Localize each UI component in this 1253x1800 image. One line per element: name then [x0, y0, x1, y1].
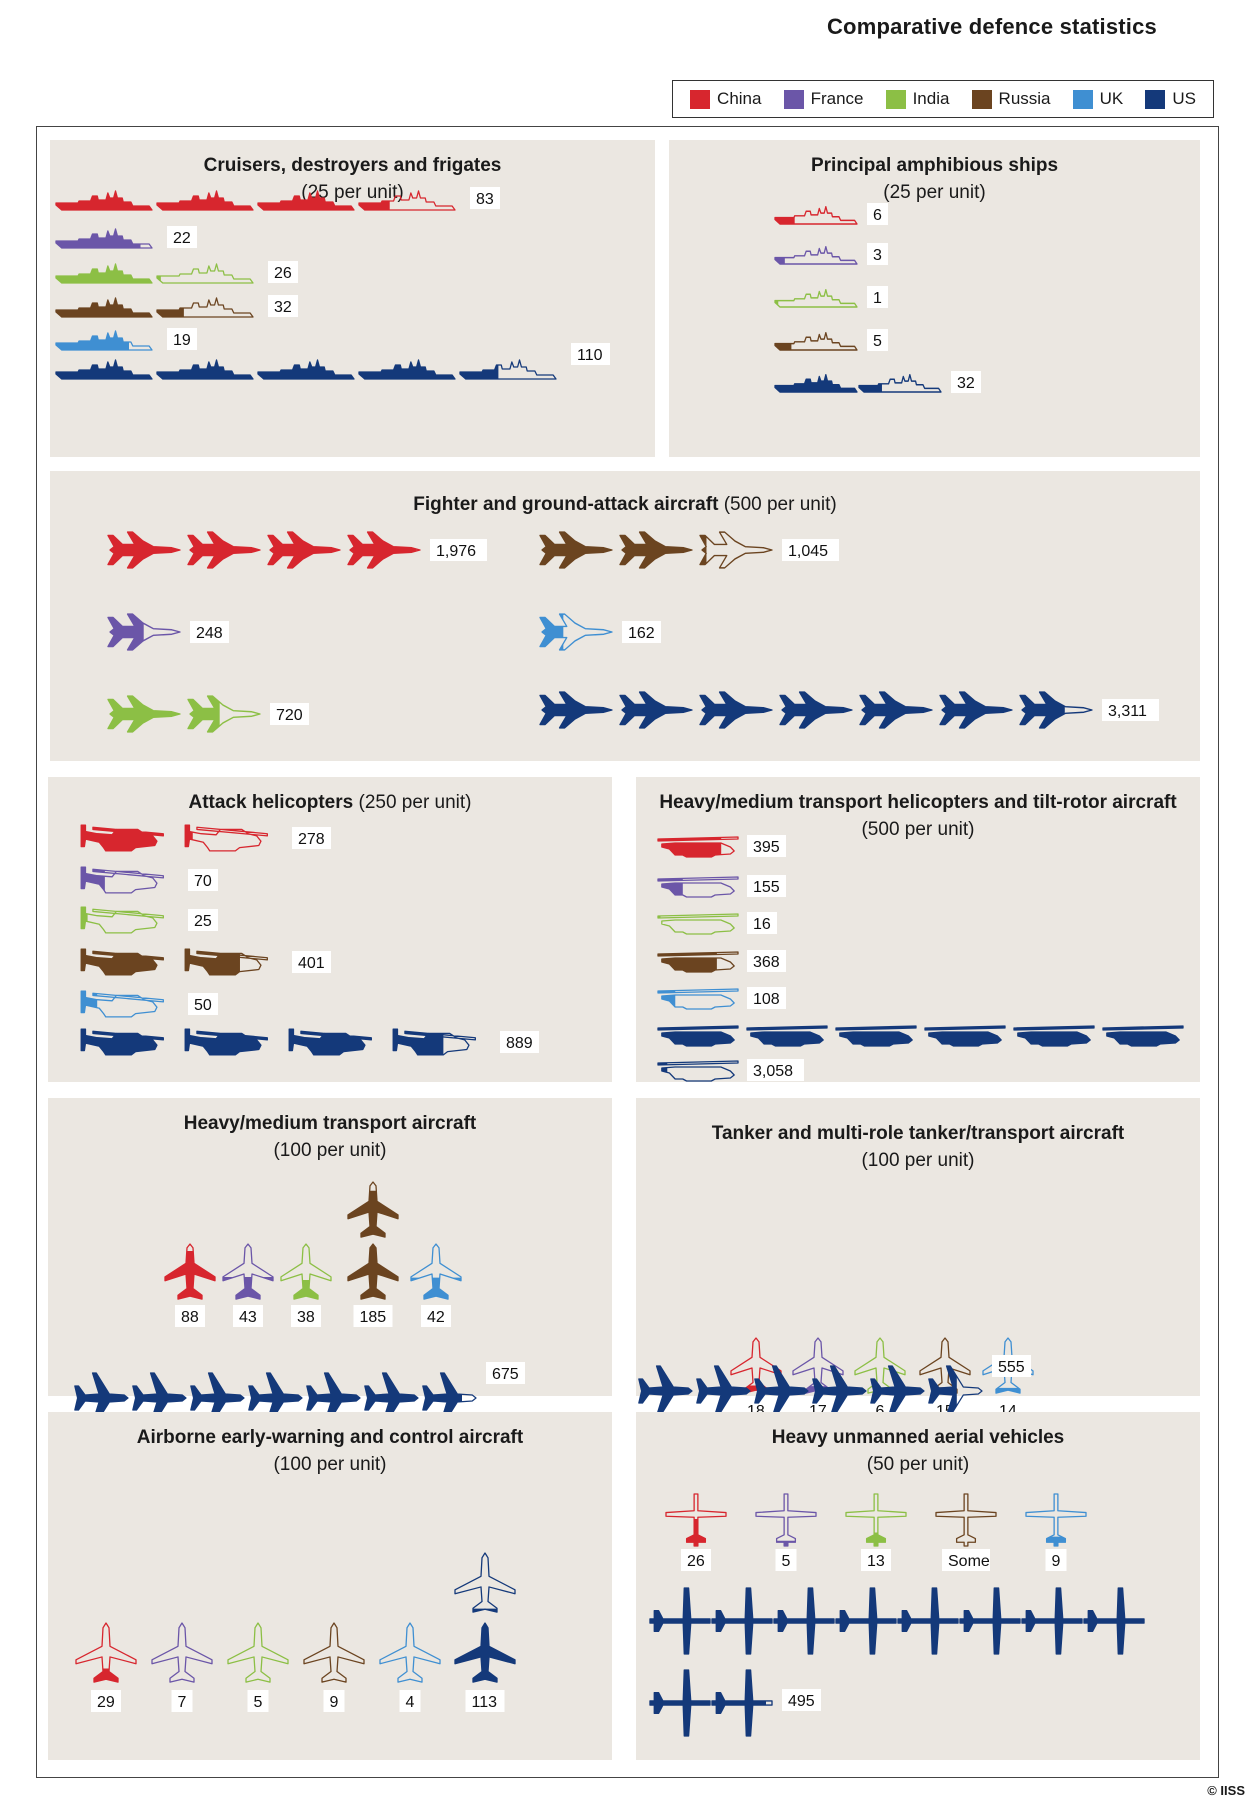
uav-icon: [846, 1494, 906, 1546]
value-label-text: 22: [173, 230, 191, 247]
attack-helicopter-icon: [81, 867, 163, 893]
value-label: [747, 987, 786, 1009]
jet-icon: [540, 614, 612, 650]
value-label-text: 1,976: [436, 543, 477, 560]
value-label: [782, 539, 839, 561]
value-label: [248, 1690, 269, 1712]
legend-label: US: [1172, 89, 1196, 108]
value-label: [233, 1305, 263, 1327]
value-label-text: 38: [297, 1309, 315, 1326]
value-label-text: 13: [867, 1553, 885, 1570]
panel-title: Heavy/medium transport helicopters and tilt-rotor aircraft (500 per unit): [659, 792, 1177, 840]
value-label-text: 1,045: [788, 543, 829, 560]
jet-icon: [108, 532, 180, 568]
value-label-text: 42: [427, 1309, 445, 1326]
ship-icon: [56, 298, 152, 317]
attack-helicopter-icon: [81, 1029, 163, 1055]
panel-aew: [48, 1412, 612, 1760]
panel-cruisers: [50, 140, 655, 457]
value-label-text: 3: [873, 247, 882, 264]
value-label: [292, 827, 331, 849]
transport-helicopter-icon: [1103, 1026, 1183, 1046]
transport-plane-icon: [348, 1244, 398, 1299]
aew-plane-icon: [76, 1623, 136, 1682]
attack-helicopter-icon: [81, 991, 163, 1017]
jet-icon: [188, 696, 260, 732]
icon-wrapper: [650, 1588, 710, 1654]
ship-icon: [157, 298, 253, 317]
value-label: [91, 1690, 121, 1712]
panel-title: Heavy unmanned aerial vehicles (50 per unit): [771, 1427, 1065, 1475]
fighters-chart: [50, 471, 1200, 761]
jet-icon: [860, 692, 932, 728]
jet-icon: [700, 692, 772, 728]
ship-icon: [775, 290, 857, 307]
ship-icon: [56, 360, 152, 379]
ship-icon: [359, 360, 455, 379]
value-label: [681, 1549, 711, 1571]
panel-uav: [636, 1412, 1200, 1760]
value-label: [867, 329, 888, 351]
ship-icon: [157, 360, 253, 379]
panel-title: Cruisers, destroyers and frigates (25 per unit): [203, 155, 502, 203]
legend-swatch: [972, 90, 992, 109]
uav-chart: [636, 1412, 1200, 1760]
uav-icon: [756, 1494, 816, 1546]
icon-wrapper: [898, 1588, 958, 1654]
value-label: [292, 951, 331, 973]
copyright: © IISS: [1207, 1783, 1245, 1798]
jet-icon: [620, 532, 692, 568]
value-label-text: 401: [298, 955, 325, 972]
value-label-text: 70: [194, 873, 212, 890]
aew-plane-icon: [228, 1623, 288, 1682]
ship-icon: [359, 191, 455, 210]
transport-helicopter-icon: [925, 1026, 1005, 1046]
value-label-text: 113: [471, 1694, 498, 1711]
value-label-text: Some: [948, 1553, 990, 1570]
transport-columns: [165, 1182, 461, 1327]
uav-icon: [774, 1588, 834, 1654]
ship-icon: [859, 375, 941, 392]
legend-swatch: [1145, 90, 1165, 109]
attack-helicopters-chart: [48, 777, 612, 1082]
panel-title: Tanker and multi-role tanker/transport aircraft (100 per unit): [711, 1123, 1125, 1171]
value-label: [470, 187, 500, 209]
aew-plane-icon: [455, 1623, 515, 1682]
cruisers-chart: [50, 140, 655, 457]
uav-icon: [1022, 1588, 1082, 1654]
attack-helicopter-icon: [185, 1029, 267, 1055]
value-label-text: 9: [1051, 1553, 1061, 1570]
ship-icon: [258, 191, 354, 210]
panel-attack-helicopters: [48, 777, 612, 1082]
value-label: [747, 1059, 804, 1081]
transport-plane-icon: [281, 1244, 331, 1299]
ship-icon: [157, 191, 253, 210]
value-label: [167, 226, 197, 248]
panel-title: Attack helicopters (250 per unit): [188, 792, 472, 813]
uav-icon: [666, 1494, 726, 1546]
icon-wrapper: [712, 1588, 772, 1654]
ship-icon: [56, 264, 152, 283]
value-label-text: 88: [181, 1309, 199, 1326]
value-label: [291, 1305, 321, 1327]
value-label: [466, 1690, 505, 1712]
panel-title: Airborne early-warning and control aircraft (100 per unit): [136, 1427, 524, 1475]
transport-helicopter-icon: [747, 1026, 827, 1046]
legend-label: India: [912, 89, 950, 108]
legend-swatch: [1073, 90, 1093, 109]
panel-title: Heavy/medium transport aircraft (100 per unit): [183, 1113, 477, 1161]
ship-icon: [775, 333, 857, 350]
attack-helicopter-icon: [81, 825, 163, 851]
attack-helicopter-icon: [185, 825, 267, 851]
value-label-text: 7: [177, 1694, 187, 1711]
ship-icon: [460, 360, 556, 379]
value-label: [430, 539, 487, 561]
value-label-text: 368: [753, 954, 780, 971]
jet-icon: [1020, 692, 1092, 728]
transport-helicopter-icon: [658, 1061, 738, 1081]
jet-icon: [108, 614, 180, 650]
transport-helicopter-icon: [1014, 1026, 1094, 1046]
jet-icon: [268, 532, 340, 568]
value-label-text: 6: [873, 207, 882, 224]
value-label-text: 1: [873, 290, 882, 307]
value-label-text: 5: [873, 333, 882, 350]
aew-plane-icon: [304, 1623, 364, 1682]
legend-label: UK: [1099, 89, 1124, 108]
uav-icon: [712, 1588, 772, 1654]
value-label: [354, 1305, 393, 1327]
value-label-text: 555: [998, 1359, 1025, 1376]
jet-icon: [700, 532, 772, 568]
transport-helicopter-icon: [658, 914, 738, 934]
tankers-chart: [636, 1098, 1200, 1396]
value-label-text: 162: [628, 625, 655, 642]
icon-wrapper: [960, 1588, 1020, 1654]
transport-plane-icon: [348, 1182, 398, 1237]
value-label-text: 50: [194, 997, 212, 1014]
ship-icon: [56, 191, 152, 210]
transport-helicopter-icon: [658, 1026, 738, 1046]
value-label-text: 720: [276, 707, 303, 724]
value-label-text: 185: [359, 1309, 387, 1326]
legend: [672, 80, 1214, 118]
value-label: [622, 621, 661, 643]
value-label-text: 675: [492, 1366, 519, 1383]
value-label-text: 110: [577, 347, 603, 364]
panel-title: Fighter and ground-attack aircraft (500 per unit): [413, 494, 837, 515]
icon-wrapper: [774, 1588, 834, 1654]
jet-icon: [188, 532, 260, 568]
legend-swatch: [886, 90, 906, 109]
value-label: [421, 1305, 451, 1327]
transport-helicopters-chart: [636, 777, 1200, 1082]
transport-helicopter-icon: [658, 877, 738, 897]
value-label: [268, 295, 298, 317]
value-label-text: 26: [687, 1553, 705, 1570]
value-label-text: 3,058: [753, 1063, 794, 1080]
ship-icon: [775, 207, 857, 224]
uav-icon: [960, 1588, 1020, 1654]
legend-label: Russia: [998, 89, 1051, 108]
value-label: [500, 1031, 539, 1053]
value-label: [190, 621, 229, 643]
value-label-text: 29: [97, 1694, 115, 1711]
attack-helicopter-icon: [81, 949, 163, 975]
value-label-text: 4: [405, 1694, 415, 1711]
value-label: [175, 1305, 205, 1327]
value-label: [188, 869, 218, 891]
uav-columns: [666, 1494, 1086, 1571]
legend-label: China: [717, 89, 762, 108]
value-label: [747, 875, 786, 897]
ship-icon: [775, 247, 857, 264]
value-label-text: 3,311: [1108, 703, 1147, 720]
jet-icon: [620, 692, 692, 728]
uav-icon: [898, 1588, 958, 1654]
value-label-text: 889: [506, 1035, 533, 1052]
value-label: [486, 1362, 525, 1384]
value-label-text: 5: [781, 1553, 791, 1570]
value-label-text: 83: [476, 191, 494, 208]
icon-wrapper: [1084, 1588, 1144, 1654]
icon-wrapper: [650, 1670, 710, 1736]
ship-icon: [157, 264, 253, 283]
jet-icon: [540, 532, 612, 568]
attack-helicopter-icon: [185, 949, 267, 975]
jet-icon: [108, 696, 180, 732]
value-label-text: 5: [253, 1694, 263, 1711]
transport-plane-icon: [165, 1244, 215, 1299]
panel-amphibious: [669, 140, 1200, 457]
uav-icon: [836, 1588, 896, 1654]
value-label: [167, 328, 197, 350]
value-label: [188, 993, 218, 1015]
transport-plane-icon: [223, 1244, 273, 1299]
transport-helicopter-icon: [836, 1026, 916, 1046]
value-label: [782, 1689, 821, 1711]
value-label-text: 19: [173, 332, 191, 349]
value-label-text: 495: [788, 1693, 815, 1710]
value-label: [400, 1690, 421, 1712]
legend-item-france: [784, 89, 864, 109]
amphibious-chart: [669, 140, 1200, 457]
panel-tankers: [636, 1098, 1200, 1396]
aew-plane-icon: [380, 1623, 440, 1682]
transport-plane-icon: [411, 1244, 461, 1299]
value-label-text: 32: [274, 299, 292, 316]
jet-icon: [940, 692, 1012, 728]
panel-title: Principal amphibious ships (25 per unit): [810, 155, 1059, 203]
uav-icon: [1084, 1588, 1144, 1654]
ship-icon: [775, 375, 857, 392]
icon-wrapper: [712, 1670, 772, 1736]
value-label-text: 26: [274, 265, 292, 282]
jet-icon: [540, 692, 612, 728]
ship-icon: [56, 331, 152, 350]
value-label: [867, 286, 888, 308]
uav-icon: [650, 1670, 710, 1736]
uav-icon: [712, 1670, 772, 1736]
legend-item-china: [690, 89, 761, 109]
legend-item-india: [886, 89, 950, 109]
value-label-text: 155: [753, 879, 780, 896]
legend-label: France: [810, 89, 864, 108]
value-label-text: 278: [298, 831, 325, 848]
page-title: Comparative defence statistics: [826, 14, 1157, 39]
value-label-text: 16: [753, 916, 771, 933]
attack-helicopter-icon: [393, 1029, 475, 1055]
jet-icon: [780, 692, 852, 728]
icon-wrapper: [1022, 1588, 1082, 1654]
value-label: [747, 912, 777, 934]
value-label: [747, 950, 786, 972]
icon-wrapper: [836, 1588, 896, 1654]
transport-helicopter-icon: [658, 989, 738, 1009]
aew-plane-icon: [455, 1553, 515, 1612]
value-label: [270, 703, 309, 725]
value-label: [776, 1549, 797, 1571]
value-label: [324, 1690, 345, 1712]
panel-transport-helicopters: [636, 777, 1200, 1082]
legend-item-us: [1145, 89, 1196, 109]
value-label: [188, 909, 218, 931]
value-label: [571, 343, 610, 365]
jet-icon: [348, 532, 420, 568]
value-label: [1102, 699, 1159, 721]
value-label: [172, 1690, 193, 1712]
value-label: [867, 243, 888, 265]
value-label: [268, 261, 298, 283]
value-label: [942, 1549, 990, 1571]
value-label: [1046, 1549, 1067, 1571]
uav-icon: [650, 1588, 710, 1654]
value-label: [861, 1549, 891, 1571]
value-label-text: 9: [329, 1694, 339, 1711]
value-label: [867, 203, 888, 225]
transport-helicopter-icon: [658, 837, 738, 857]
transport-helicopter-icon: [658, 952, 738, 972]
panel-transport-aircraft: [48, 1098, 612, 1396]
legend-swatch: [784, 90, 804, 109]
aew-chart: [48, 1412, 612, 1760]
value-label-text: 248: [196, 625, 223, 642]
value-label-text: 43: [239, 1309, 257, 1326]
ship-icon: [56, 229, 152, 248]
value-label: [951, 371, 981, 393]
aew-plane-icon: [152, 1623, 212, 1682]
legend-swatch: [690, 90, 710, 109]
ship-icon: [258, 360, 354, 379]
attack-helicopter-icon: [81, 907, 163, 933]
uav-icon: [1026, 1494, 1086, 1546]
value-label: [747, 835, 786, 857]
legend-item-uk: [1073, 89, 1124, 109]
uav-icon: [936, 1494, 996, 1546]
panel-fighters: [50, 471, 1200, 761]
transport-aircraft-chart: [48, 1098, 612, 1396]
value-label-text: 32: [957, 375, 975, 392]
value-label-text: 25: [194, 913, 212, 930]
value-label-text: 395: [753, 839, 780, 856]
value-label: [992, 1355, 1031, 1377]
legend-item-russia: [972, 89, 1051, 109]
attack-helicopter-icon: [289, 1029, 371, 1055]
value-label-text: 108: [753, 991, 780, 1008]
